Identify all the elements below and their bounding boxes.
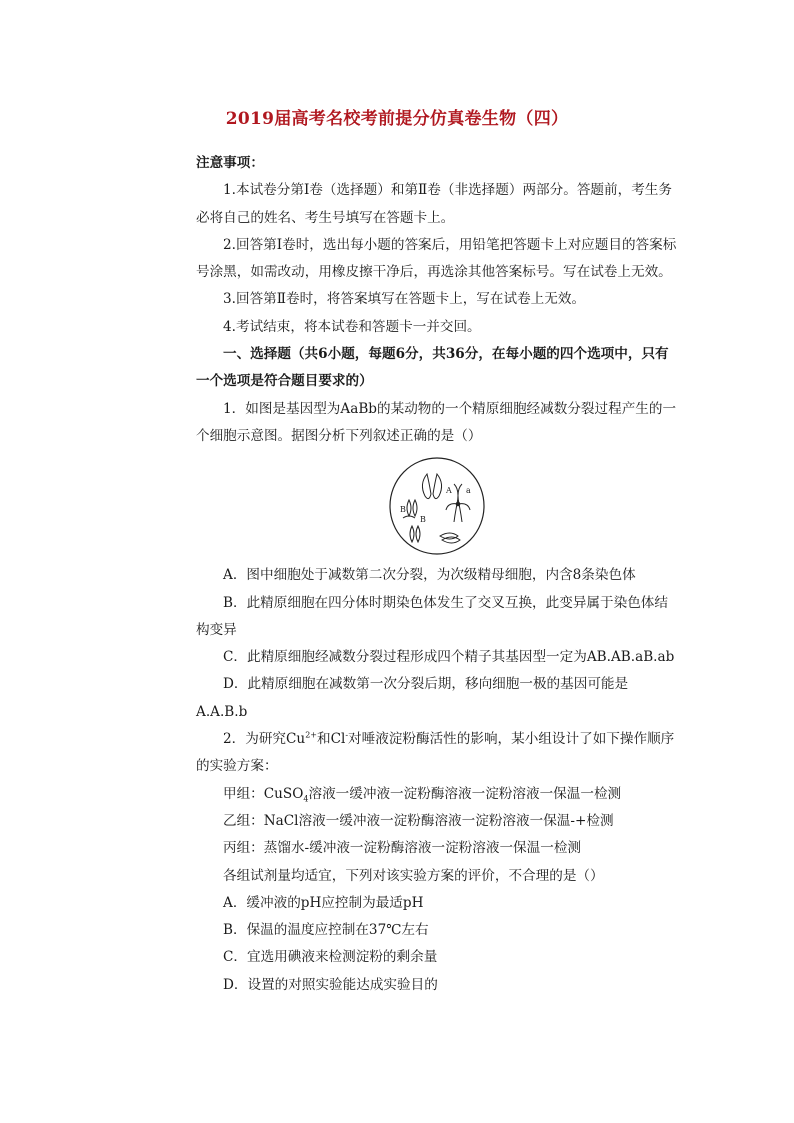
q2-stem — [196, 726, 678, 781]
q2-option-b: B．保温的温度应控制在37℃左右 — [223, 922, 429, 939]
q2-group-bing: 丙组：蒸馏水-缓冲液一淀粉酶溶液一淀粉溶液一保温一检测 — [223, 840, 582, 857]
q2-group-jia — [196, 781, 678, 808]
q2-stem-sup-cu: 2+ — [305, 730, 317, 740]
q1-option-d: D．此精原细胞在减数第一次分裂后期，移向细胞一极的基因可能是A.A.B.b — [196, 676, 629, 720]
q2-stem-mid: 和Cl — [316, 731, 346, 748]
notice-item-4: 4.考试结束，将本试卷和答题卡一并交回。 — [223, 318, 481, 335]
q2-question: 各组试剂量均适宜，下列对该实验方案的评价，不合理的是（） — [223, 867, 604, 884]
chromosome-top-left — [422, 474, 441, 499]
q2-stem-sup-cl: - — [345, 730, 349, 740]
q2-option-d: D．设置的对照实验能达成实验目的 — [223, 976, 438, 993]
q2-option-c: C．宜选用碘液来检测淀粉的剩余量 — [223, 949, 438, 966]
q2-stem-prefix: 2．为研究Cu — [223, 731, 306, 748]
label-A: A — [446, 486, 452, 496]
q2-group-jia-suffix: 溶液一缓冲液一淀粉酶溶液一淀粉溶液一保温一检测 — [308, 785, 622, 802]
q2-option-a: A．缓冲液的pH应控制为最适pH — [223, 894, 424, 911]
notice-item-2: 2.回答第Ⅰ卷时，选出每小题的答案后，用铅笔把答题卡上对应题目的答案标号涂黑，如需改动，用橡皮擦干净后，再选涂其他答案标号。写在试卷上无效。 — [196, 236, 677, 281]
label-B-right: B — [420, 515, 426, 525]
exam-body — [196, 150, 678, 999]
chromosome-bottom — [440, 533, 460, 543]
q1-stem: 1．如图是基因型为AaBb的某动物的一个精原细胞经减数分裂过程产生的一个细胞示意图。据图分析下列叙述正确的是（） — [196, 400, 677, 444]
q1-option-b: B．此精原细胞在四分体时期染色体发生了交叉互换，此变异属于染色体结构变异 — [196, 594, 668, 638]
section-heading: 一、选择题（共6小题，每题6分，共36分，在每小题的四个选项中，只有一个选项是符合题目要求的） — [196, 346, 669, 390]
q1-option-c: C．此精原细胞经减数分裂过程形成四个精子其基因型一定为AB.AB.aB.ab — [223, 649, 675, 666]
notice-heading: 注意事项： — [196, 155, 264, 171]
q2-group-yi: 乙组：NaCl溶液一缓冲液一淀粉酶溶液一淀粉溶液一保温-+检测 — [223, 812, 614, 829]
exam-title: 2019届高考名校考前提分仿真卷生物（四） — [225, 109, 569, 129]
notice-item-1: 1.本试卷分第Ⅰ卷（选择题）和第Ⅱ卷（非选择题）两部分。答题前，考生务必将自己的姓名、考生号填写在答题卡上。 — [196, 182, 672, 226]
q1-option-a: A．图中细胞处于减数第二次分裂，为次级精母细胞，内含8条染色体 — [223, 567, 636, 584]
notice-item-3: 3.回答第Ⅱ卷时，将答案填写在答题卡上，写在试卷上无效。 — [223, 291, 586, 308]
label-a: a — [466, 486, 471, 496]
cell-diagram — [196, 456, 678, 556]
q2-group-jia-prefix: 甲组：CuSO — [223, 785, 304, 802]
label-B-left: B — [400, 505, 406, 515]
q2-group-jia-sub: 4 — [303, 794, 309, 804]
q2-stem-suffix: 对唾液淀粉酶活性的影响，某小组设计了如下操作顺序的实验方案： — [196, 731, 675, 775]
